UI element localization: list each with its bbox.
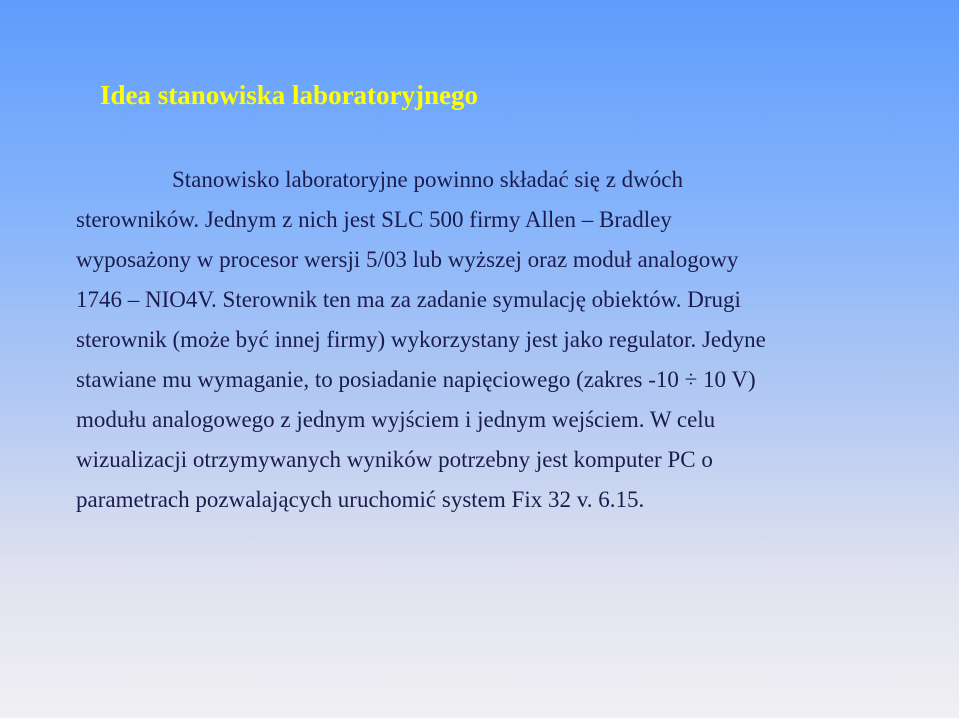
body-line: 1746 – NIO4V. Sterownik ten ma za zadanie symulację obiektów. Drugi	[76, 287, 741, 312]
body-line: stawiane mu wymaganie, to posiadanie napięciowego (zakres -10 ÷ 10 V)	[76, 367, 756, 392]
slide-body-text	[76, 160, 876, 520]
body-line: wizualizacji otrzymywanych wyników potrzebny jest komputer PC o	[76, 447, 713, 472]
body-line: sterowników. Jednym z nich jest SLC 500 firmy Allen – Bradley	[76, 207, 672, 232]
slide-title: Idea stanowiska laboratoryjnego	[100, 80, 479, 110]
body-line: sterownik (może być innej firmy) wykorzystany jest jako regulator. Jedyne	[76, 327, 766, 352]
body-line: modułu analogowego z jednym wyjściem i jednym wejściem. W celu	[76, 407, 716, 432]
body-line: wyposażony w procesor wersji 5/03 lub wyższej oraz moduł analogowy	[76, 247, 739, 272]
body-line: Stanowisko laboratoryjne powinno składać się z dwóch	[172, 167, 683, 192]
body-line: parametrach pozwalających uruchomić system Fix 32 v. 6.15.	[76, 487, 645, 512]
